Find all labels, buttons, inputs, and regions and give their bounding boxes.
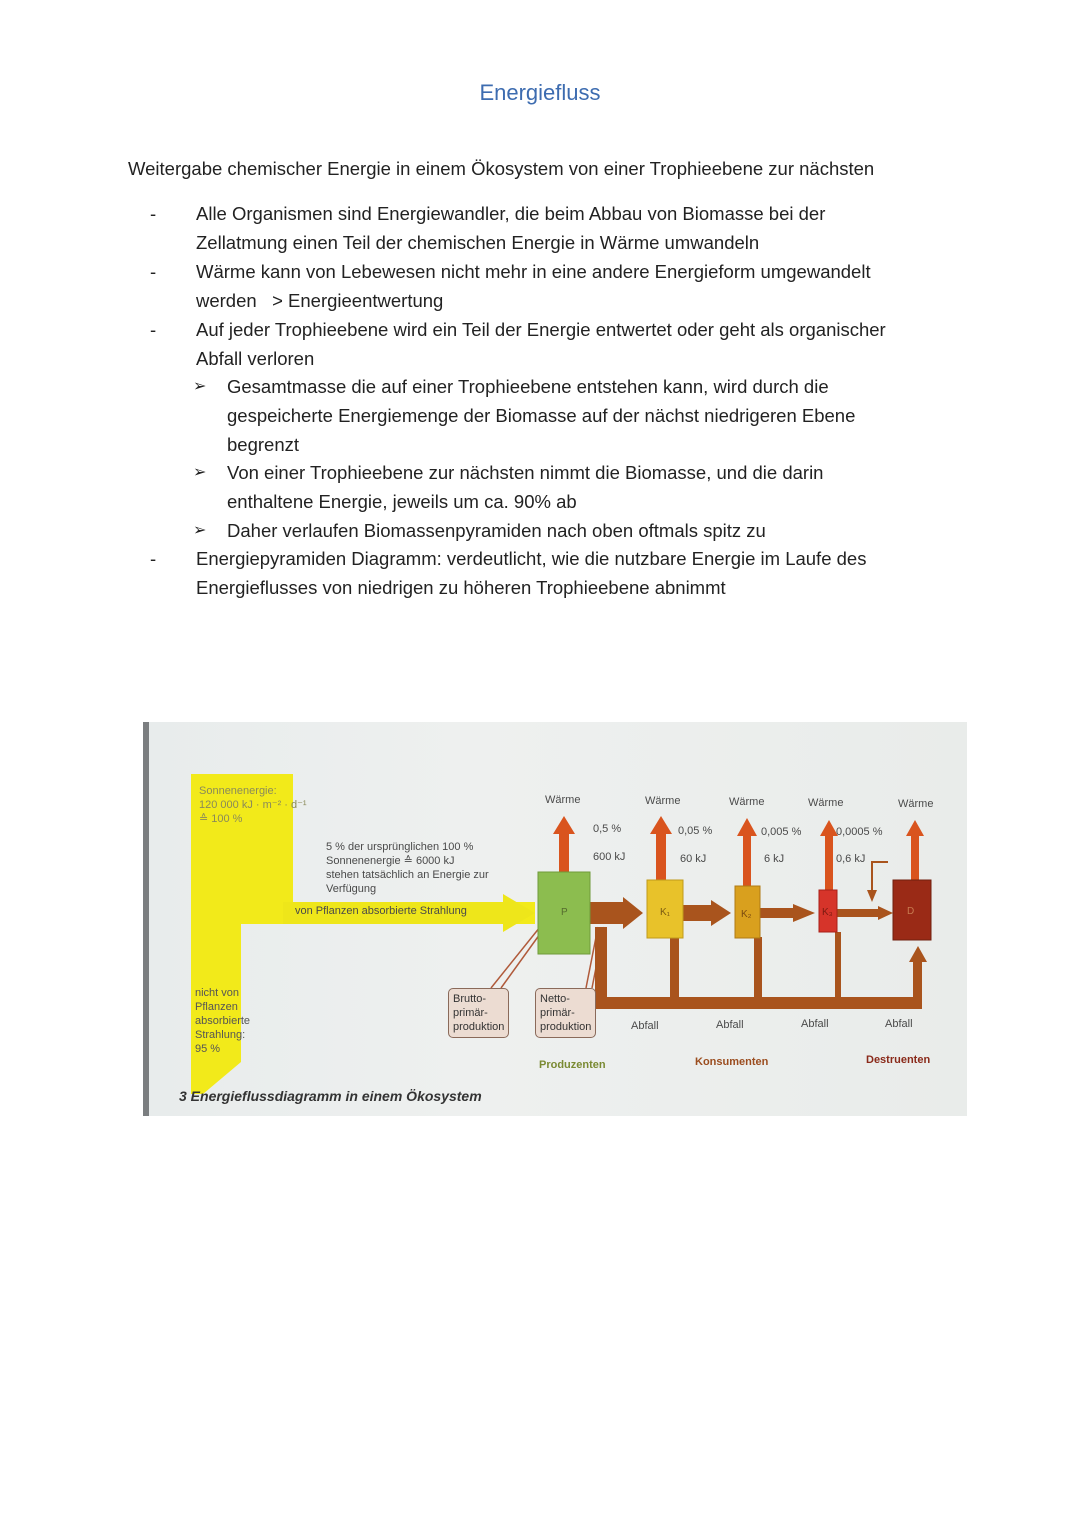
level-code-d: D [907,906,915,917]
heat-arrow [650,816,672,880]
decomposers-label: Destruenten [866,1054,931,1066]
level-code-k1: K₁ [660,907,671,918]
kj-label: 600 kJ [593,851,626,863]
intro-text: Weitergabe chemischer Energie in einem Ökosystem von einer Trophieebene zur nächsten [128,158,875,179]
label-line: 5 % der ursprünglichen 100 % [326,841,474,853]
label-line: produktion [540,1021,592,1033]
kj-label: 60 kJ [680,853,707,865]
bullet-line: Energieflusses von niedrigen zu höheren Trophieebene abnimmt [196,577,726,598]
bullet-dash: - [150,319,157,340]
label-line: Brutto- [453,993,487,1005]
heat-label: Wärme [898,798,934,810]
heat-label: Wärme [645,795,681,807]
page-title: Energiefluss [479,80,601,105]
label-line: primär- [453,1007,488,1019]
waste-label: Abfall [631,1020,659,1032]
kj-label: 6 kJ [764,853,785,865]
arrow-icon: ➢ [193,464,207,481]
bullet-line: Wärme kann von Lebewesen nicht mehr in eine andere Energieform umgewandelt [196,261,871,282]
heat-label: Wärme [729,796,765,808]
label-line: produktion [453,1021,505,1033]
not-absorbed-label [195,986,250,1056]
bullet-line: Gesamtmasse die auf einer Trophieebene entstehen kann, wird durch die [227,376,829,397]
flow-arrow [683,900,731,926]
absorbed-radiation-label: von Pflanzen absorbierte Strahlung [295,905,467,917]
heat-arrow [553,816,575,880]
label-line: Strahlung: [195,1029,246,1041]
level-code-k2: K₂ [741,909,752,920]
heat-arrow [737,818,757,890]
energy-note [326,840,489,896]
label-line: Netto- [540,993,570,1005]
energy-flow-diagram [143,722,967,1116]
pct-label: 0,0005 % [836,826,883,838]
label-line: nicht von [195,987,240,999]
heat-arrow [906,820,924,880]
bullet-line: Zellatmung einen Teil der chemischen Energie in Wärme umwandeln [196,232,760,253]
heat-label: Wärme [545,794,581,806]
bullet-line: begrenzt [227,434,299,455]
label-line: stehen tatsächlich an Energie zur [326,869,489,881]
kj-label: 0,6 kJ [836,853,866,865]
waste-flow [595,927,607,1007]
bullet-line: werden > Energieentwertung [196,290,444,311]
flow-arrow [909,946,927,962]
producers-label: Produzenten [539,1059,606,1071]
label-line: absorbierte [195,1015,251,1027]
bullet-line: Energiepyramiden Diagramm: verdeutlicht, wie die nutzbare Energie im Laufe des [196,548,867,569]
consumers-label: Konsumenten [695,1056,769,1068]
label-line: 120 000 kJ · m⁻² · d⁻¹ [199,799,307,811]
bullet-dash: - [150,548,157,569]
bullet-dash: - [150,261,157,282]
arrow-icon: ➢ [193,378,207,395]
waste-flow [670,937,679,1007]
label-line: Sonnenenergie ≙ 6000 kJ [326,855,455,867]
waste-flow [913,960,922,1009]
brutto-box [448,988,509,1038]
label-line: Pflanzen [195,1001,238,1013]
pct-label: 0,005 % [761,826,802,838]
label-line: Sonnenenergie: [199,785,277,797]
bullet-line: gespeicherte Energiemenge der Biomasse auf der nächst niedrigeren Ebene [227,405,856,426]
pct-label: 0,05 % [678,825,713,837]
bullet-dash: - [150,203,157,224]
flow-arrow [760,904,815,922]
figure-caption: 3 Energieflussdiagramm in einem Ökosystem [179,1088,482,1104]
heat-label: Wärme [808,797,844,809]
label-line: ≙ 100 % [199,813,243,825]
bullet-line: enthaltene Energie, jeweils um ca. 90% ab [227,491,577,512]
waste-label: Abfall [716,1019,744,1031]
arrow-icon: ➢ [193,522,207,539]
bullet-line: Von einer Trophieebene zur nächsten nimmt die Biomasse, und die darin [227,462,824,483]
energy-flow-figure [143,722,967,1116]
flow-arrow [837,906,893,920]
label-line: 95 % [195,1043,221,1055]
pct-label: 0,5 % [593,823,622,835]
sun-energy-label [199,784,307,826]
waste-label: Abfall [885,1018,913,1030]
netto-box [535,988,596,1038]
bullet-line: Daher verlaufen Biomassenpyramiden nach oben oftmals spitz zu [227,520,766,541]
label-line: primär- [540,1007,575,1019]
waste-flow [835,932,841,1007]
waste-flow [754,937,762,1007]
bullet-line: Abfall verloren [196,348,315,369]
bullet-line: Alle Organismen sind Energiewandler, die beim Abbau von Biomasse bei der [196,203,826,224]
label-line: Verfügung [326,883,377,895]
flow-arrow [590,897,643,929]
level-code-p: P [561,907,568,918]
level-code-k3: K₃ [822,907,833,918]
bullet-line: Auf jeder Trophieebene wird ein Teil der Energie entwertet oder geht als organischer [196,319,886,340]
waste-label: Abfall [801,1018,829,1030]
